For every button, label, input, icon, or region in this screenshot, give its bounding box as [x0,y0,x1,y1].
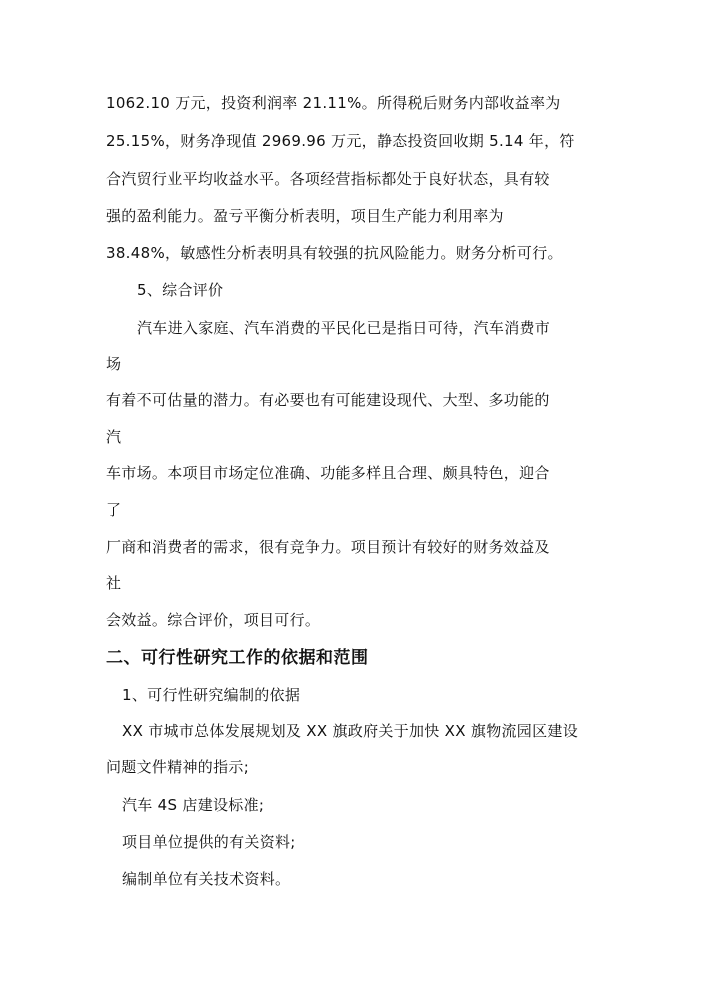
paragraph-line: 25.15%，财务净现值 2969.96 万元，静态投资回收期 5.14 年，符 [106,132,575,150]
paragraph-line: 厂商和消费者的需求，很有竞争力。项目预计有较好的财务效益及 [106,538,550,556]
paragraph-line: 场 [106,355,122,373]
list-item: 问题文件精神的指示; [106,758,250,776]
list-item: 项目单位提供的有关资料; [122,833,296,851]
paragraph-line: 有着不可估量的潜力。有必要也有可能建设现代、大型、多功能的 [106,391,550,409]
paragraph-line: 汽车进入家庭、汽车消费的平民化已是指日可待，汽车消费市 [137,319,551,337]
paragraph-line: 会效益。综合评价，项目可行。 [106,611,321,629]
paragraph-line: 车市场。本项目市场定位准确、功能多样且合理、颇具特色，迎合 [106,464,550,482]
paragraph-line: 1062.10 万元，投资利润率 21.11%。所得税后财务内部收益率为 [106,94,561,112]
list-item: XX 市城市总体发展规划及 XX 旗政府关于加快 XX 旗物流园区建设 [122,722,578,740]
paragraph-line: 合汽贸行业平均收益水平。各项经营指标都处于良好状态，具有较 [106,170,550,188]
chapter-heading: 二、可行性研究工作的依据和范围 [106,648,369,668]
paragraph-line: 38.48%，敏感性分析表明具有较强的抗风险能力。财务分析可行。 [106,244,563,262]
list-item: 编制单位有关技术资料。 [122,870,291,888]
section-heading: 5、综合评价 [137,281,224,299]
list-item: 汽车 4S 店建设标准; [122,796,265,814]
paragraph-line: 了 [106,501,122,519]
paragraph-line: 社 [106,574,122,592]
subsection-heading: 1、可行性研究编制的依据 [122,686,301,704]
paragraph-line: 汽 [106,428,122,446]
paragraph-line: 强的盈利能力。盈亏平衡分析表明，项目生产能力利用率为 [106,207,504,225]
